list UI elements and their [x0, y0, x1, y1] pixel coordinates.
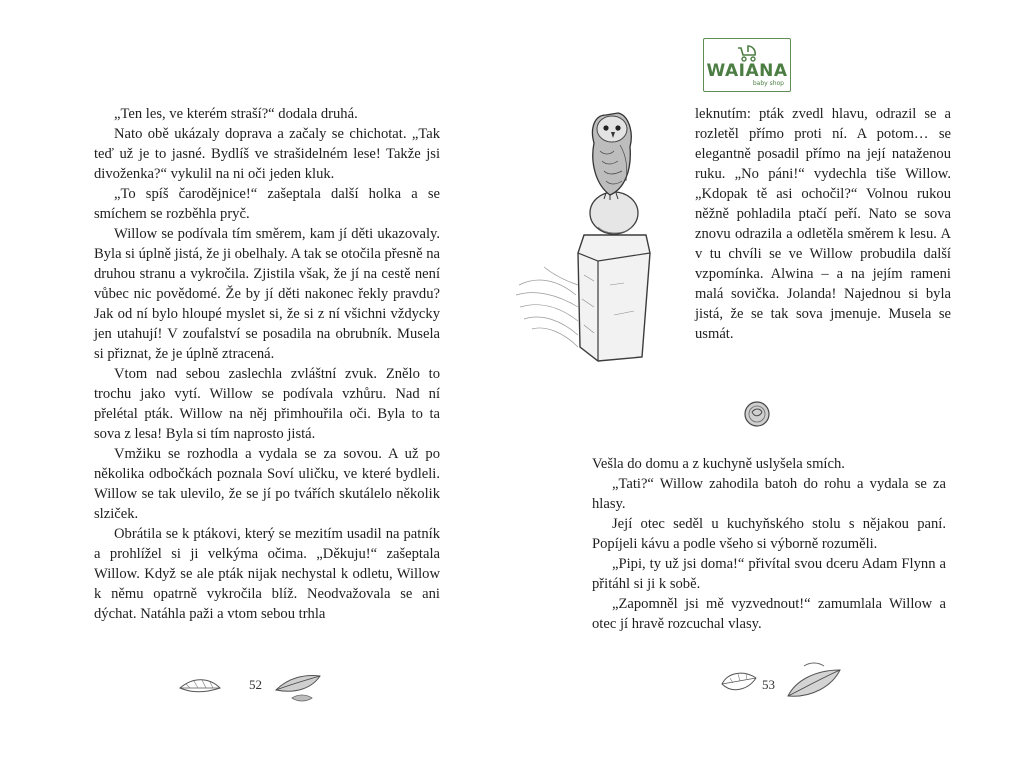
leaf-decoration-left	[176, 670, 246, 710]
page-number-right: 53	[762, 677, 775, 692]
logo-wordmark: WAIANA	[706, 61, 788, 81]
leaf-decoration-right	[718, 664, 764, 704]
paragraph: leknutím: pták zvedl hlavu, odrazil se a rozletěl přímo proti ní. A potom… se elegantně posadil přímo na její nataženou ruku. „No páni!“ vydechla tiše Willow. „Kdopak tě asi ochočil?“ Volnou rukou něžně pohladila ptačí peří. Nato se sova znovu odrazila a odletěla směrem k lesu. A v tu chvíli se ve Willow probudila další vzpomínka. Alwina – a na jejím rameni malá sovička. Jolanda! Najednou si byla jistá, že se tak sova jmenuje. Musela se usmát.	[695, 106, 951, 342]
paragraph: „Tati?“ Willow zahodila batoh do rohu a vydala se za hlasy.	[592, 476, 946, 512]
paragraph: „Zapomněl jsi mě vyzvednout!“ zamumlala Willow a otec jí hravě rozcuchal vlasy.	[592, 596, 946, 632]
paragraph: „Ten les, ve kterém straší?“ dodala druhá.	[114, 106, 358, 122]
paragraph: Její otec seděl u kuchyňského stolu s nějakou paní. Popíjeli kávu a podle všeho si výborně rozuměli.	[592, 516, 946, 552]
baby-carriage-icon	[735, 42, 759, 62]
right-page-text-bottom	[592, 454, 946, 634]
owl-on-post-illustration	[514, 85, 684, 375]
leaf-decoration-right-2	[782, 660, 852, 706]
paragraph: Vešla do domu a z kuchyně uslyšela smích.	[592, 456, 845, 472]
paragraph: Vmžiku se rozhodla a vydala se za sovou. A už po několika odbočkách poznala Soví uličku, ve které bydleli. Willow se tak ulevilo, že se jí po tvářích skutálelo několik slziček.	[94, 446, 440, 522]
paragraph: Willow se podívala tím směrem, kam jí děti ukazovaly. Byla si úplně jistá, že ji obelhaly. A tak se otočila přesně na druhou stranu a vykročila. Zjistila však, že jí na cestě není vůbec nic povědomé. Že by jí děti nakonec řekly pravdu? Jak od ní bylo hloupé myslet si, že si z ní všichni vždycky jen utahují! V zoufalství se posadila na obrubník. Musela si přiznat, že je úplně ztracená.	[94, 226, 440, 362]
paragraph: Nato obě ukázaly doprava a začaly se chichotat. „Tak teď už je to jasné. Bydlíš ve strašidelném lese! Takže jsi divoženka?“ vykulil na ni oči jeden kluk.	[94, 126, 440, 182]
paragraph: Obrátila se k ptákovi, který se mezitím usadil na patník a prohlížel si ji velkýma očima. „Děkuju!“ zašeptala Willow. Když se ale pták nijak nechystal k odletu, Willow k němu opatrně vykročila blíž. Neodvažovala se ani dýchat. Natáhla paži a vtom sebou trhla	[94, 526, 440, 622]
paragraph: Vtom nad sebou zaslechla zvláštní zvuk. Znělo to trochu jako vytí. Willow se podívala vzhůru. Nad ní přelétal pták. Willow na něj přimhouřila oči. Byla to ta sova z lesa! Byla si tím naprosto jistá.	[94, 366, 440, 442]
paragraph: „To spíš čarodějnice!“ zašeptala další holka a se smíchem se rozběhla pryč.	[94, 186, 440, 222]
logo-tagline: baby shop	[752, 80, 784, 87]
right-page-text-top	[695, 104, 951, 344]
leaf-decoration-left-2	[272, 668, 342, 713]
section-ornament-icon	[743, 400, 771, 428]
brand-logo	[703, 38, 791, 92]
left-page-text	[94, 104, 440, 624]
page-number-left: 52	[249, 677, 262, 692]
paragraph: „Pipi, ty už jsi doma!“ přivítal svou dceru Adam Flynn a přitáhl si ji k sobě.	[592, 556, 946, 592]
